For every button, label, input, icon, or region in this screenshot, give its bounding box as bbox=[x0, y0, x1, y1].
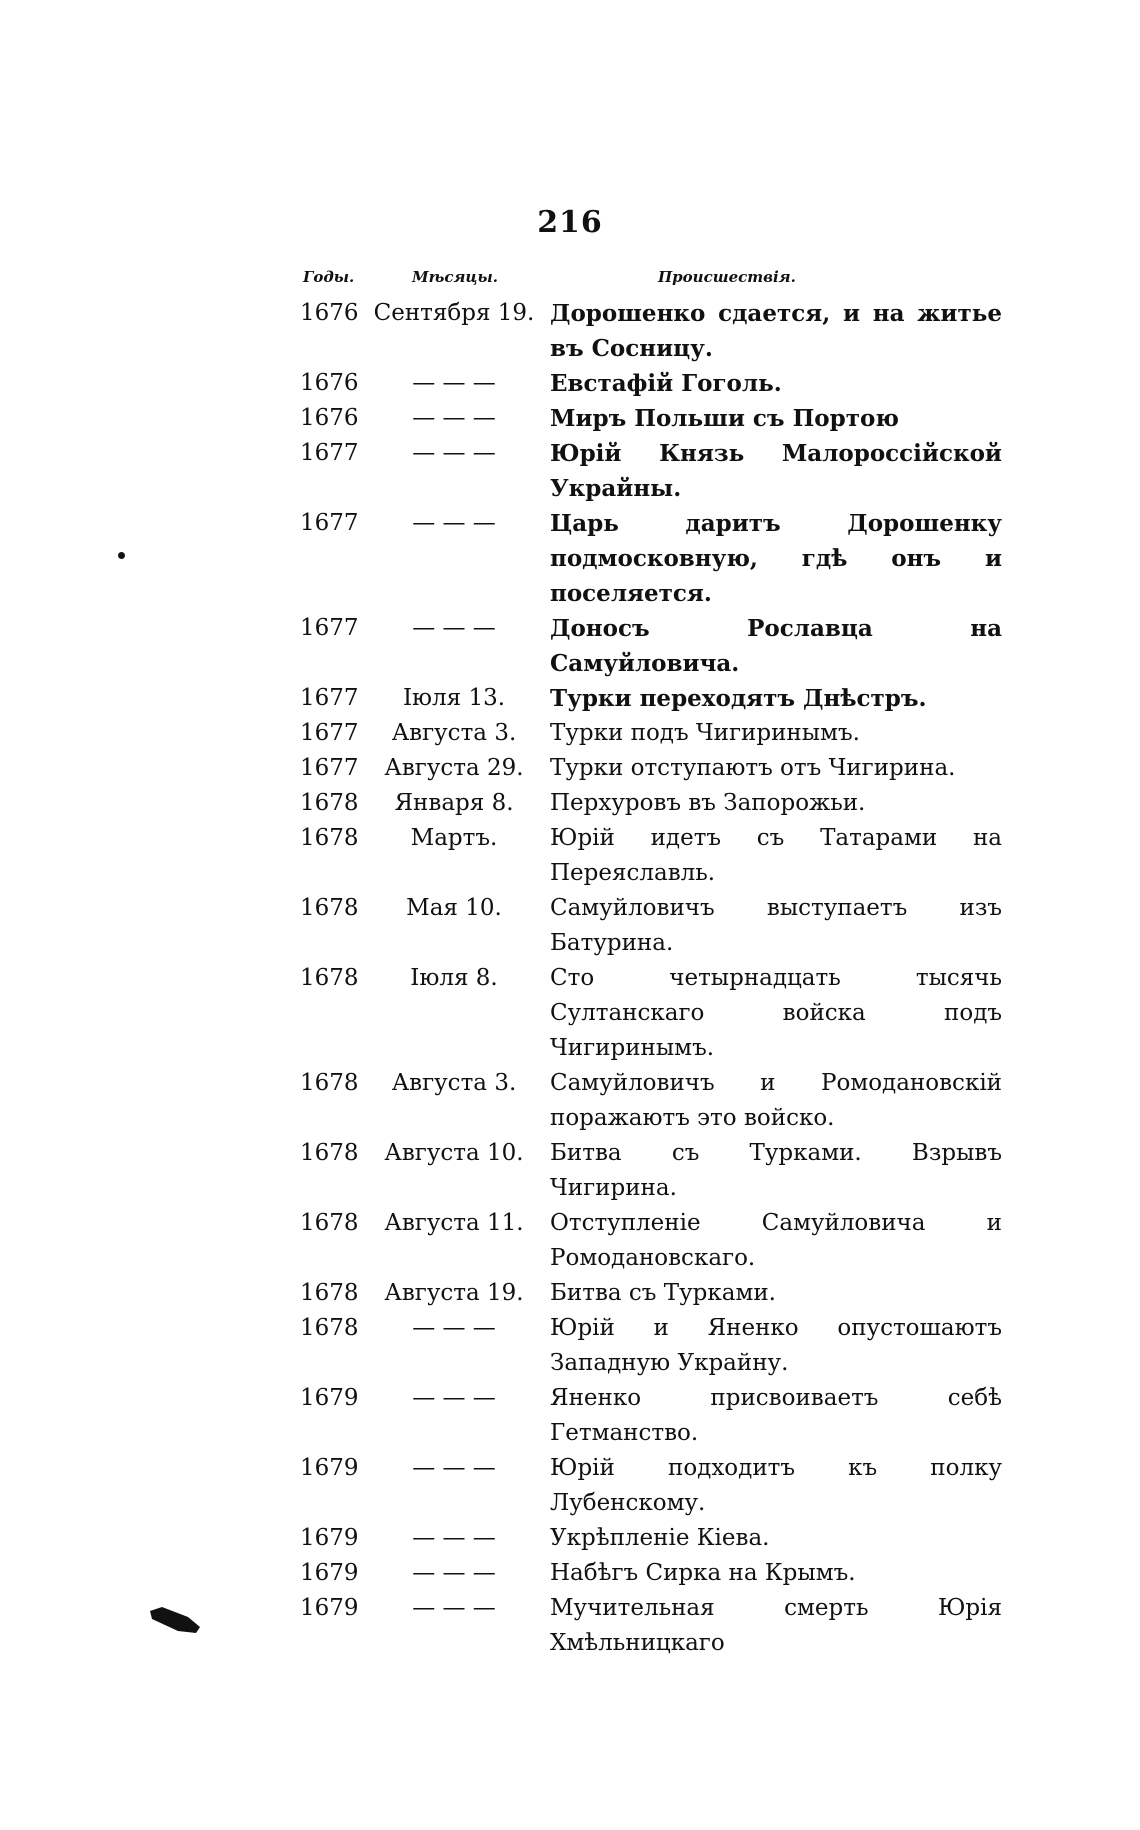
header-years: Годы. bbox=[303, 268, 355, 286]
row-event: Евстафій Гоголь. bbox=[550, 370, 782, 397]
row-year: 1678 bbox=[300, 965, 359, 991]
row-month: — — — bbox=[412, 1595, 496, 1621]
row-year: 1679 bbox=[300, 1385, 359, 1411]
row-year: 1676 bbox=[300, 405, 359, 431]
row-month: — — — bbox=[412, 510, 496, 536]
row-month: Августа 3. bbox=[391, 1070, 517, 1096]
row-year: 1679 bbox=[300, 1595, 359, 1621]
row-month: Іюля 13. bbox=[402, 685, 506, 711]
table-row bbox=[0, 366, 1140, 401]
row-year: 1677 bbox=[300, 615, 359, 641]
table-row bbox=[0, 436, 1140, 506]
row-event: Битва съ Турками. bbox=[550, 1280, 776, 1306]
row-event: Укрѣпленіе Кіева. bbox=[550, 1525, 770, 1551]
row-event: Турки подъ Чигиринымъ. bbox=[550, 720, 860, 746]
column-headers bbox=[0, 268, 1140, 292]
row-month: Августа 10. bbox=[384, 1140, 524, 1166]
header-months: Мѣсяцы. bbox=[412, 268, 498, 286]
table-row bbox=[0, 1556, 1140, 1591]
row-month: Сентября 19. bbox=[373, 300, 535, 326]
row-month: Августа 3. bbox=[391, 720, 517, 746]
row-month: — — — bbox=[412, 405, 496, 431]
row-month: — — — bbox=[412, 1455, 496, 1481]
row-event: Отступленіе Самуйловича и Ромодановскаго. bbox=[550, 1210, 1002, 1271]
row-event: Перхуровъ въ Запорожьи. bbox=[550, 790, 866, 816]
row-month: Января 8. bbox=[394, 790, 514, 816]
row-month: Мая 10. bbox=[406, 895, 502, 921]
row-year: 1676 bbox=[300, 300, 359, 326]
row-year: 1679 bbox=[300, 1560, 359, 1586]
row-year: 1677 bbox=[300, 720, 359, 746]
row-event: Юрій подходитъ къ полку Лубенскому. bbox=[550, 1455, 1002, 1516]
row-year: 1678 bbox=[300, 1280, 359, 1306]
row-event: Дорошенко сдается, и на житье въ Сосницу. bbox=[550, 300, 1002, 362]
table-row bbox=[0, 1521, 1140, 1556]
row-month: — — — bbox=[412, 440, 496, 466]
row-event: Миръ Польши съ Портою bbox=[550, 405, 899, 432]
row-month: Іюля 8. bbox=[410, 965, 498, 991]
row-month: — — — bbox=[412, 615, 496, 641]
header-events: Происшествія. bbox=[658, 268, 796, 286]
row-year: 1679 bbox=[300, 1525, 359, 1551]
row-event: Царь даритъ Дорошенку подмосковную, гдѣ онъ и поселяется. bbox=[550, 510, 1002, 607]
table-row bbox=[0, 1276, 1140, 1311]
row-year: 1677 bbox=[300, 440, 359, 466]
row-month: Августа 11. bbox=[384, 1210, 524, 1236]
row-event: Яненко присвоиваетъ себѣ Гетманство. bbox=[550, 1385, 1002, 1446]
row-month: — — — bbox=[412, 1315, 496, 1341]
row-event: Юрій и Яненко опустошаютъ Западную Украйну. bbox=[550, 1315, 1002, 1376]
table-row bbox=[0, 1451, 1140, 1521]
table-row bbox=[0, 961, 1140, 1066]
table-row bbox=[0, 786, 1140, 821]
row-month: Августа 29. bbox=[384, 755, 524, 781]
row-month: Мартъ. bbox=[410, 825, 498, 851]
row-event: Турки отступаютъ отъ Чигирина. bbox=[550, 755, 956, 781]
row-month: — — — bbox=[412, 1385, 496, 1411]
page-number: 216 bbox=[537, 205, 603, 240]
row-event: Набѣгъ Сирка на Крымъ. bbox=[550, 1560, 856, 1586]
table-row bbox=[0, 716, 1140, 751]
table-row bbox=[0, 1206, 1140, 1276]
row-year: 1679 bbox=[300, 1455, 359, 1481]
table-row bbox=[0, 1311, 1140, 1381]
table-row bbox=[0, 1066, 1140, 1136]
table-row bbox=[0, 681, 1140, 716]
row-year: 1678 bbox=[300, 790, 359, 816]
table-row bbox=[0, 891, 1140, 961]
row-year: 1677 bbox=[300, 755, 359, 781]
table-row bbox=[0, 1381, 1140, 1451]
row-event: Доносъ Рославца на Самуйловича. bbox=[550, 615, 1002, 677]
row-month: — — — bbox=[412, 370, 496, 396]
table-row bbox=[0, 611, 1140, 681]
row-year: 1678 bbox=[300, 1315, 359, 1341]
row-year: 1678 bbox=[300, 1140, 359, 1166]
table-row bbox=[0, 506, 1140, 611]
row-month: Августа 19. bbox=[384, 1280, 524, 1306]
table-row bbox=[0, 296, 1140, 366]
row-event: Юрій Князь Малороссійской Украйны. bbox=[550, 440, 1002, 502]
chronology-table bbox=[0, 296, 1140, 1661]
row-year: 1677 bbox=[300, 685, 359, 711]
table-row bbox=[0, 751, 1140, 786]
row-event: Самуйловичъ выступаетъ изъ Батурина. bbox=[550, 895, 1002, 956]
row-event: Сто четырнадцать тысячь Султанскаго войска подъ Чигиринымъ. bbox=[550, 965, 1002, 1061]
margin-dot-mark bbox=[118, 552, 125, 559]
row-year: 1678 bbox=[300, 1070, 359, 1096]
row-event: Самуйловичъ и Ромодановскій поражаютъ это войско. bbox=[550, 1070, 1002, 1131]
row-event: Битва съ Турками. Взрывъ Чигирина. bbox=[550, 1140, 1002, 1201]
margin-ink-mark bbox=[148, 1605, 208, 1635]
row-year: 1678 bbox=[300, 1210, 359, 1236]
row-month: — — — bbox=[412, 1525, 496, 1551]
row-year: 1677 bbox=[300, 510, 359, 536]
row-event: Турки переходятъ Днѣстръ. bbox=[550, 685, 927, 712]
table-row bbox=[0, 1136, 1140, 1206]
row-event: Мучительная смерть Юрія Хмѣльницкаго bbox=[550, 1595, 1002, 1656]
row-year: 1678 bbox=[300, 825, 359, 851]
table-row bbox=[0, 401, 1140, 436]
row-year: 1678 bbox=[300, 895, 359, 921]
row-month: — — — bbox=[412, 1560, 496, 1586]
row-event: Юрій идетъ съ Татарами на Переяславль. bbox=[550, 825, 1002, 886]
table-row bbox=[0, 821, 1140, 891]
row-year: 1676 bbox=[300, 370, 359, 396]
